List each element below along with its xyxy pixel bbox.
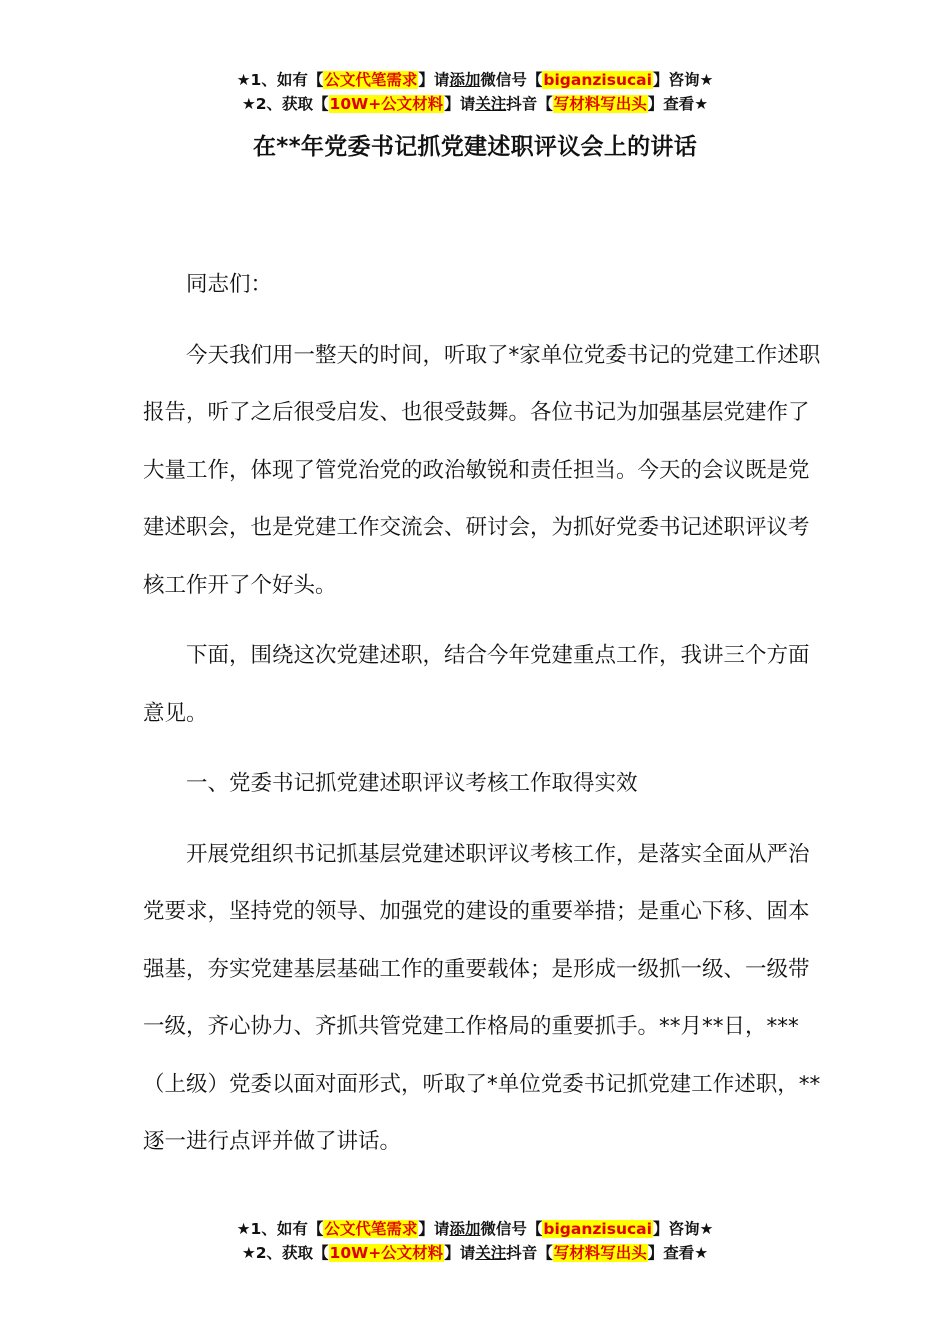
banner-text: 】查看★ — [647, 95, 709, 113]
document-body — [143, 256, 823, 1171]
document-title: 在**年党委书记抓党建述职评议会上的讲话 — [252, 134, 698, 160]
banner-text: 】咨询★ — [652, 71, 714, 89]
banner-underlined-text: 关注 — [475, 95, 507, 113]
banner-highlight: 10W+公文材料 — [329, 95, 444, 113]
banner-text: 微信号【 — [480, 71, 543, 89]
banner-line-1 — [0, 1217, 950, 1241]
section-heading: 一、党委书记抓党建述职评议考核工作取得实效 — [186, 771, 638, 796]
banner-text: 抖音【 — [506, 1244, 553, 1262]
body-paragraph: 今天我们用一整天的时间，听取了*家单位党委书记的党建工作述职报告，听了之后很受启发、也很受鼓舞。各位书记为加强基层党建作了大量工作，体现了管党治党的政治敏锐和责任担当。今天的会议既是党建述职会，也是党建工作交流会、研讨会，为抓好党委书记述职评议考核工作开了个好头。 — [143, 342, 821, 598]
promo-banner-top — [0, 68, 950, 116]
banner-highlight: 公文代笔需求 — [324, 1220, 418, 1238]
banner-text: 抖音【 — [506, 95, 553, 113]
body-paragraph: 下面，围绕这次党建述职，结合今年党建重点工作，我讲三个方面意见。 — [143, 643, 810, 726]
banner-text: ★2、获取【 — [241, 1244, 329, 1262]
banner-line-2 — [0, 92, 950, 116]
banner-underlined-text: 添加 — [449, 1220, 481, 1238]
banner-text: 】请 — [418, 1220, 450, 1238]
banner-line-1 — [0, 68, 950, 92]
body-paragraph: 开展党组织书记抓基层党建述职评议考核工作，是落实全面从严治党要求，坚持党的领导、加强党的建设的重要举措；是重心下移、固本强基，夯实党建基层基础工作的重要载体；是形成一级抓一级、一级带一级，齐心协力、齐抓共管党建工作格局的重要抓手。**月**日，***（上级）党委以面对面形式，听取了*单位党委书记抓党建工作述职，**逐一进行点评并做了讲话。 — [143, 841, 821, 1154]
banner-highlight: 10W+公文材料 — [329, 1244, 444, 1262]
promo-banner-bottom — [0, 1217, 950, 1265]
banner-text: 微信号【 — [480, 1220, 543, 1238]
banner-text: 】请 — [444, 95, 476, 113]
banner-underlined-text: 添加 — [449, 71, 481, 89]
banner-text: 】查看★ — [647, 1244, 709, 1262]
banner-text: 】咨询★ — [652, 1220, 714, 1238]
banner-highlight: biganzisucai — [543, 71, 652, 89]
banner-text: 】请 — [418, 71, 450, 89]
banner-text: ★1、如有【 — [236, 71, 324, 89]
banner-text: ★2、获取【 — [241, 95, 329, 113]
banner-highlight: biganzisucai — [543, 1220, 652, 1238]
banner-highlight: 写材料写出头 — [553, 1244, 647, 1262]
banner-underlined-text: 关注 — [475, 1244, 507, 1262]
banner-line-2 — [0, 1241, 950, 1265]
banner-highlight: 公文代笔需求 — [324, 71, 418, 89]
banner-text: ★1、如有【 — [236, 1220, 324, 1238]
banner-text: 】请 — [444, 1244, 476, 1262]
salutation: 同志们： — [186, 272, 273, 297]
banner-highlight: 写材料写出头 — [553, 95, 647, 113]
